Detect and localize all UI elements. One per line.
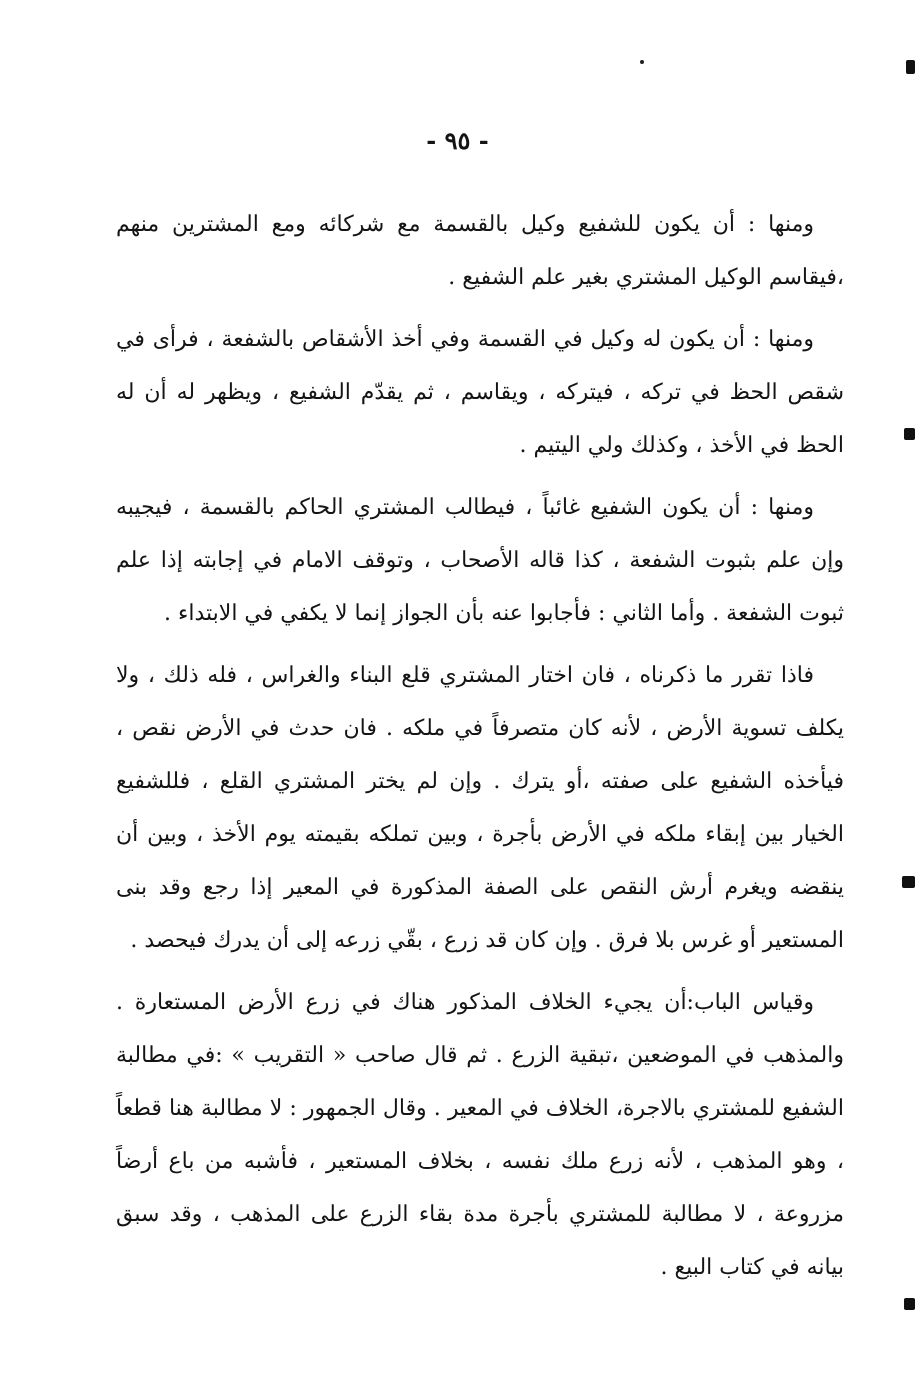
paragraph: ومنها : أن يكون للشفيع وكيل بالقسمة مع شركائه ومع المشترين منهم ،فيقاسم الوكيل المشتري بغير علم الشفيع . bbox=[116, 212, 844, 290]
edge-mark bbox=[904, 428, 915, 440]
body-text bbox=[116, 198, 844, 1303]
speck-mark bbox=[640, 60, 644, 64]
paragraph: ومنها : أن يكون الشفيع غائباً ، فيطالب المشتري الحاكم بالقسمة ، فيجيبه وإن علم بثبوت الشفعة ، كذا قاله الأصحاب ، وتوقف الامام في إجابته إذا علم ثبوت الشفعة . وأما الثاني : فأجابوا عنه بأن الجواز إنما لا يكفي في الابتداء . bbox=[116, 495, 844, 626]
paragraph: وقياس الباب:أن يجيء الخلاف المذكور هناك في زرع الأرض المستعارة . والمذهب في الموضعين ،تبقية الزرع . ثم قال صاحب « التقريب » :في مطالبة الشفيع للمشتري بالاجرة، الخلاف في المعير . وقال الجمهور : لا مطالبة هنا قطعاً ، وهو المذهب ، لأنه زرع ملك نفسه ، بخلاف المستعير ، فأشبه من باع أرضاً مزروعة ، لا مطالبة للمشتري بأجرة مدة بقاء الزرع على المذهب ، وقد سبق بيانه في كتاب البيع . bbox=[116, 990, 844, 1280]
edge-mark bbox=[902, 876, 915, 888]
edge-mark bbox=[904, 1298, 915, 1310]
page-number: - ٩٥ - bbox=[426, 126, 489, 155]
paragraph: ومنها : أن يكون له وكيل في القسمة وفي أخذ الأشقاص بالشفعة ، فرأى في شقص الحظ في تركه ، فيتركه ، ويقاسم ، ثم يقدّم الشفيع ، ويظهر له أن له الحظ في الأخذ ، وكذلك ولي اليتيم . bbox=[116, 327, 844, 458]
edge-mark bbox=[906, 60, 915, 74]
paragraph: فاذا تقرر ما ذكرناه ، فان اختار المشتري قلع البناء والغراس ، فله ذلك ، ولا يكلف تسوية الأرض ، لأنه كان متصرفاً في ملكه . فان حدث في الأرض نقص ، فيأخذه الشفيع على صفته ،أو يترك . وإن لم يختر المشتري القلع ، فللشفيع الخيار بين إبقاء ملكه في الأرض بأجرة ، وبين تملكه بقيمته يوم الأخذ ، وبين أن ينقضه ويغرم أرش النقص على الصفة المذكورة في المعير إذا رجع وقد بنى المستعير أو غرس بلا فرق . وإن كان قد زرع ، بقّي زرعه إلى أن يدرك فيحصد . bbox=[116, 663, 844, 953]
